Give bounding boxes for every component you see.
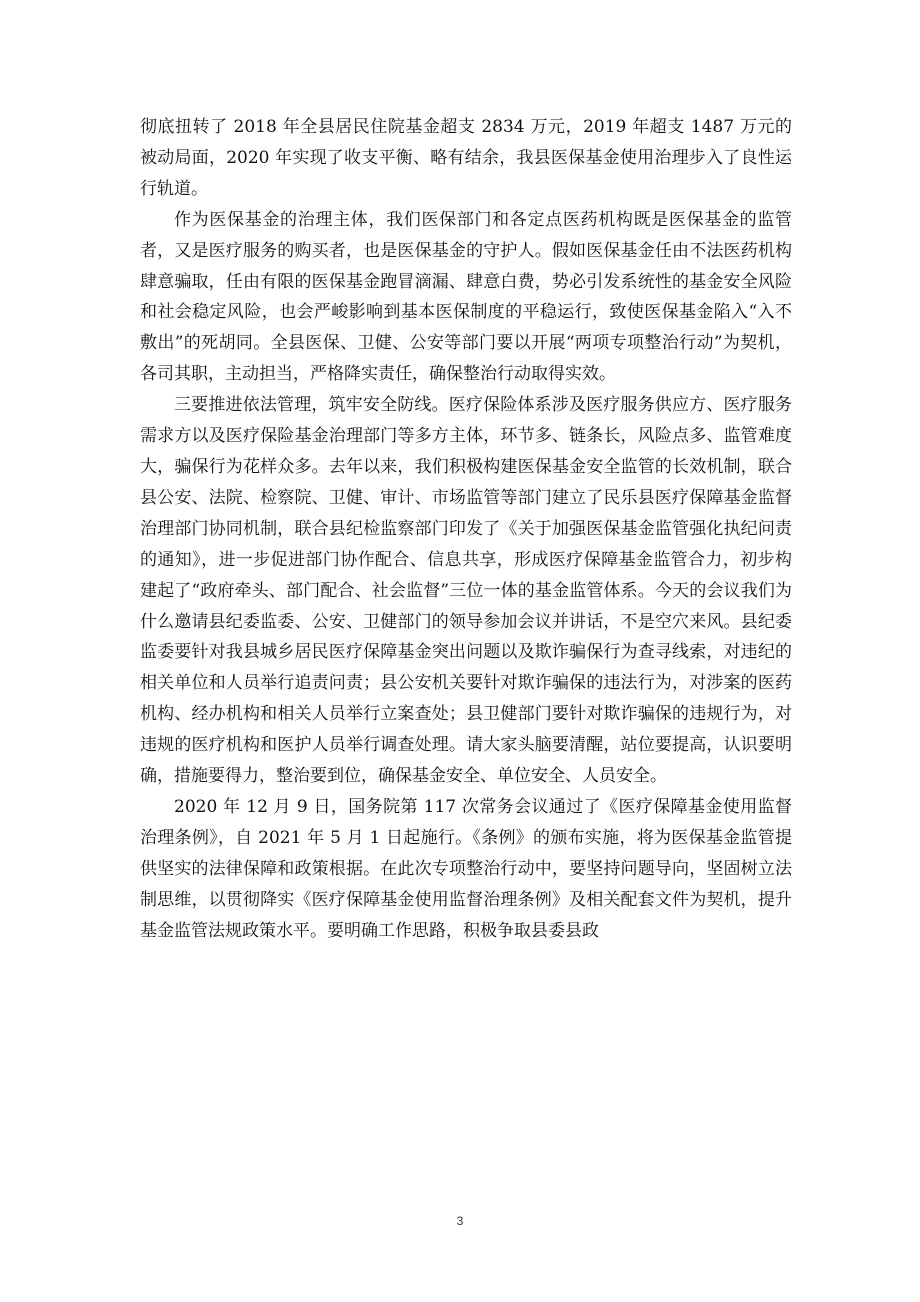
paragraph-1: 彻底扭转了 2018 年全县居民住院基金超支 2834 万元，2019 年超支 1487 万元的被动局面，2020 年实现了收支平衡、略有结余，我县医保基金使用治理步入了良性运行轨道。 <box>140 117 792 199</box>
paragraph-2: 作为医保基金的治理主体，我们医保部门和各定点医药机构既是医保基金的监管者，又是医疗服务的购买者，也是医保基金的守护人。假如医保基金任由不法医药机构肆意骗取，任由有限的医保基金跑冒滴漏、肆意白费，势必引发系统性的基金安全风险和社会稳定风险，也会严峻影响到基本医保制度的平稳运行，致使医保基金陷入“入不敷出”的死胡同。全县医保、卫健、公安等部门要以开展“两项专项整治行动”为契机，各司其职，主动担当，严格降实责任，确保整治行动取得实效。 <box>140 209 792 385</box>
paragraph-4: 2020 年 12 月 9 日，国务院第 117 次常务会议通过了《医疗保障基金使用监督治理条例》，自 2021 年 5 月 1 日起施行。《条例》的颁布实施，将为医保基金监管提供坚实的法律保障和政策根据。在此次专项整治行动中，要坚持问题导向，坚固树立法制思维，以贯彻降实《医疗保障基金使用监督治理条例》及相关配套文件为契机，提升基金监管法规政策水平。要明确工作思路，积极争取县委县政 <box>140 796 792 941</box>
paragraph-3: 三要推进依法管理，筑牢安全防线。医疗保险体系涉及医疗服务供应方、医疗服务需求方以及医疗保险基金治理部门等多方主体，环节多、链条长，风险点多、监管难度大，骗保行为花样众多。去年以来，我们积极构建医保基金安全监管的长效机制，联合县公安、法院、检察院、卫健、审计、市场监管等部门建立了民乐县医疗保障基金监督治理部门协同机制，联合县纪检监察部门印发了《关于加强医保基金监管强化执纪问责的通知》，进一步促进部门协作配合、信息共享，形成医疗保障基金监管合力，初步构建起了“政府牵头、部门配合、社会监督”三位一体的基金监管体系。今天的会议我们为什么邀请县纪委监委、公安、卫健部门的领导参加会议并讲话，不是空穴来风。县纪委监委要针对我县城乡居民医疗保障基金突出问题以及欺诈骗保行为查寻线索，对违纪的相关单位和人员举行追责问责；县公安机关要针对欺诈骗保的违法行为，对涉案的医药机构、经办机构和相关人员举行立案查处；县卫健部门要针对欺诈骗保的违规行为，对违规的医疗机构和医护人员举行调查处理。请大家头脑要清醒，站位要提高，认识要明确，措施要得力，整治要到位，确保基金安全、单位安全、人员安全。 <box>140 395 792 787</box>
document-body <box>140 112 792 946</box>
page-number: 3 <box>456 1214 464 1228</box>
